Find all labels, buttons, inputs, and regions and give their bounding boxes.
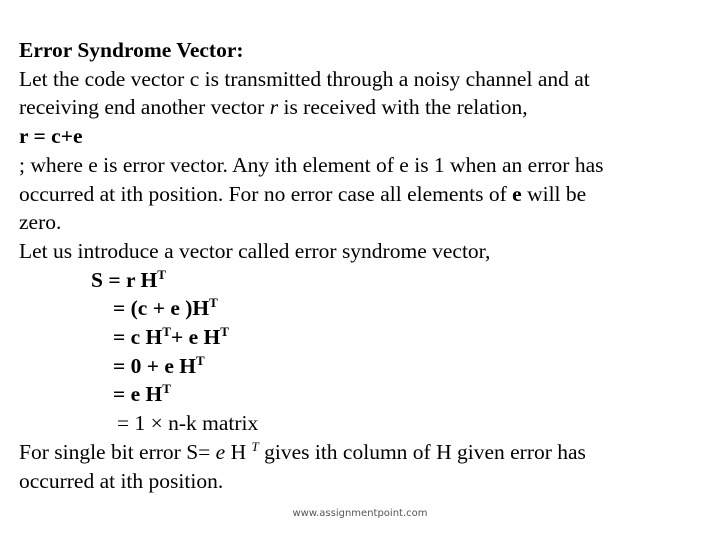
where-line-2: occurred at ith position. For no error case all elements of e will be — [19, 181, 587, 206]
slide-content — [19, 36, 709, 495]
heading: Error Syndrome Vector: — [19, 38, 244, 62]
where-line-3: zero. — [19, 210, 62, 235]
intro-line-1: Let the code vector c is transmitted through a noisy channel and at — [19, 66, 590, 91]
footer-watermark: www.assignmentpoint.com — [292, 508, 428, 519]
equation-step-2: = (c + e )$H^T$ — [113, 295, 218, 321]
equation-step-1: S = r $H^T$ — [91, 266, 166, 292]
where-line-1: ; where e is error vector. Any ith element of e is 1 when an error has — [19, 152, 604, 177]
introduce-line: Let us introduce a vector called error syndrome vector, — [19, 238, 491, 263]
equation-step-5: = e $H^T$ — [113, 381, 171, 407]
single-bit-line-1: For single bit error S= e H $^T$ gives ith column of H given error has — [19, 438, 586, 464]
equation-step-6: = 1 × n-k matrix — [117, 411, 259, 436]
equation-step-4: = 0 + e $H^T$ — [113, 352, 205, 378]
single-bit-line-2: occurred at ith position. — [19, 468, 224, 493]
equation-step-3: = c $H^T+ e$ $H^T$ — [113, 324, 229, 350]
relation-equation: r = c+e — [19, 124, 83, 149]
intro-line-2: receiving end another vector r is received with the relation, — [19, 95, 528, 120]
